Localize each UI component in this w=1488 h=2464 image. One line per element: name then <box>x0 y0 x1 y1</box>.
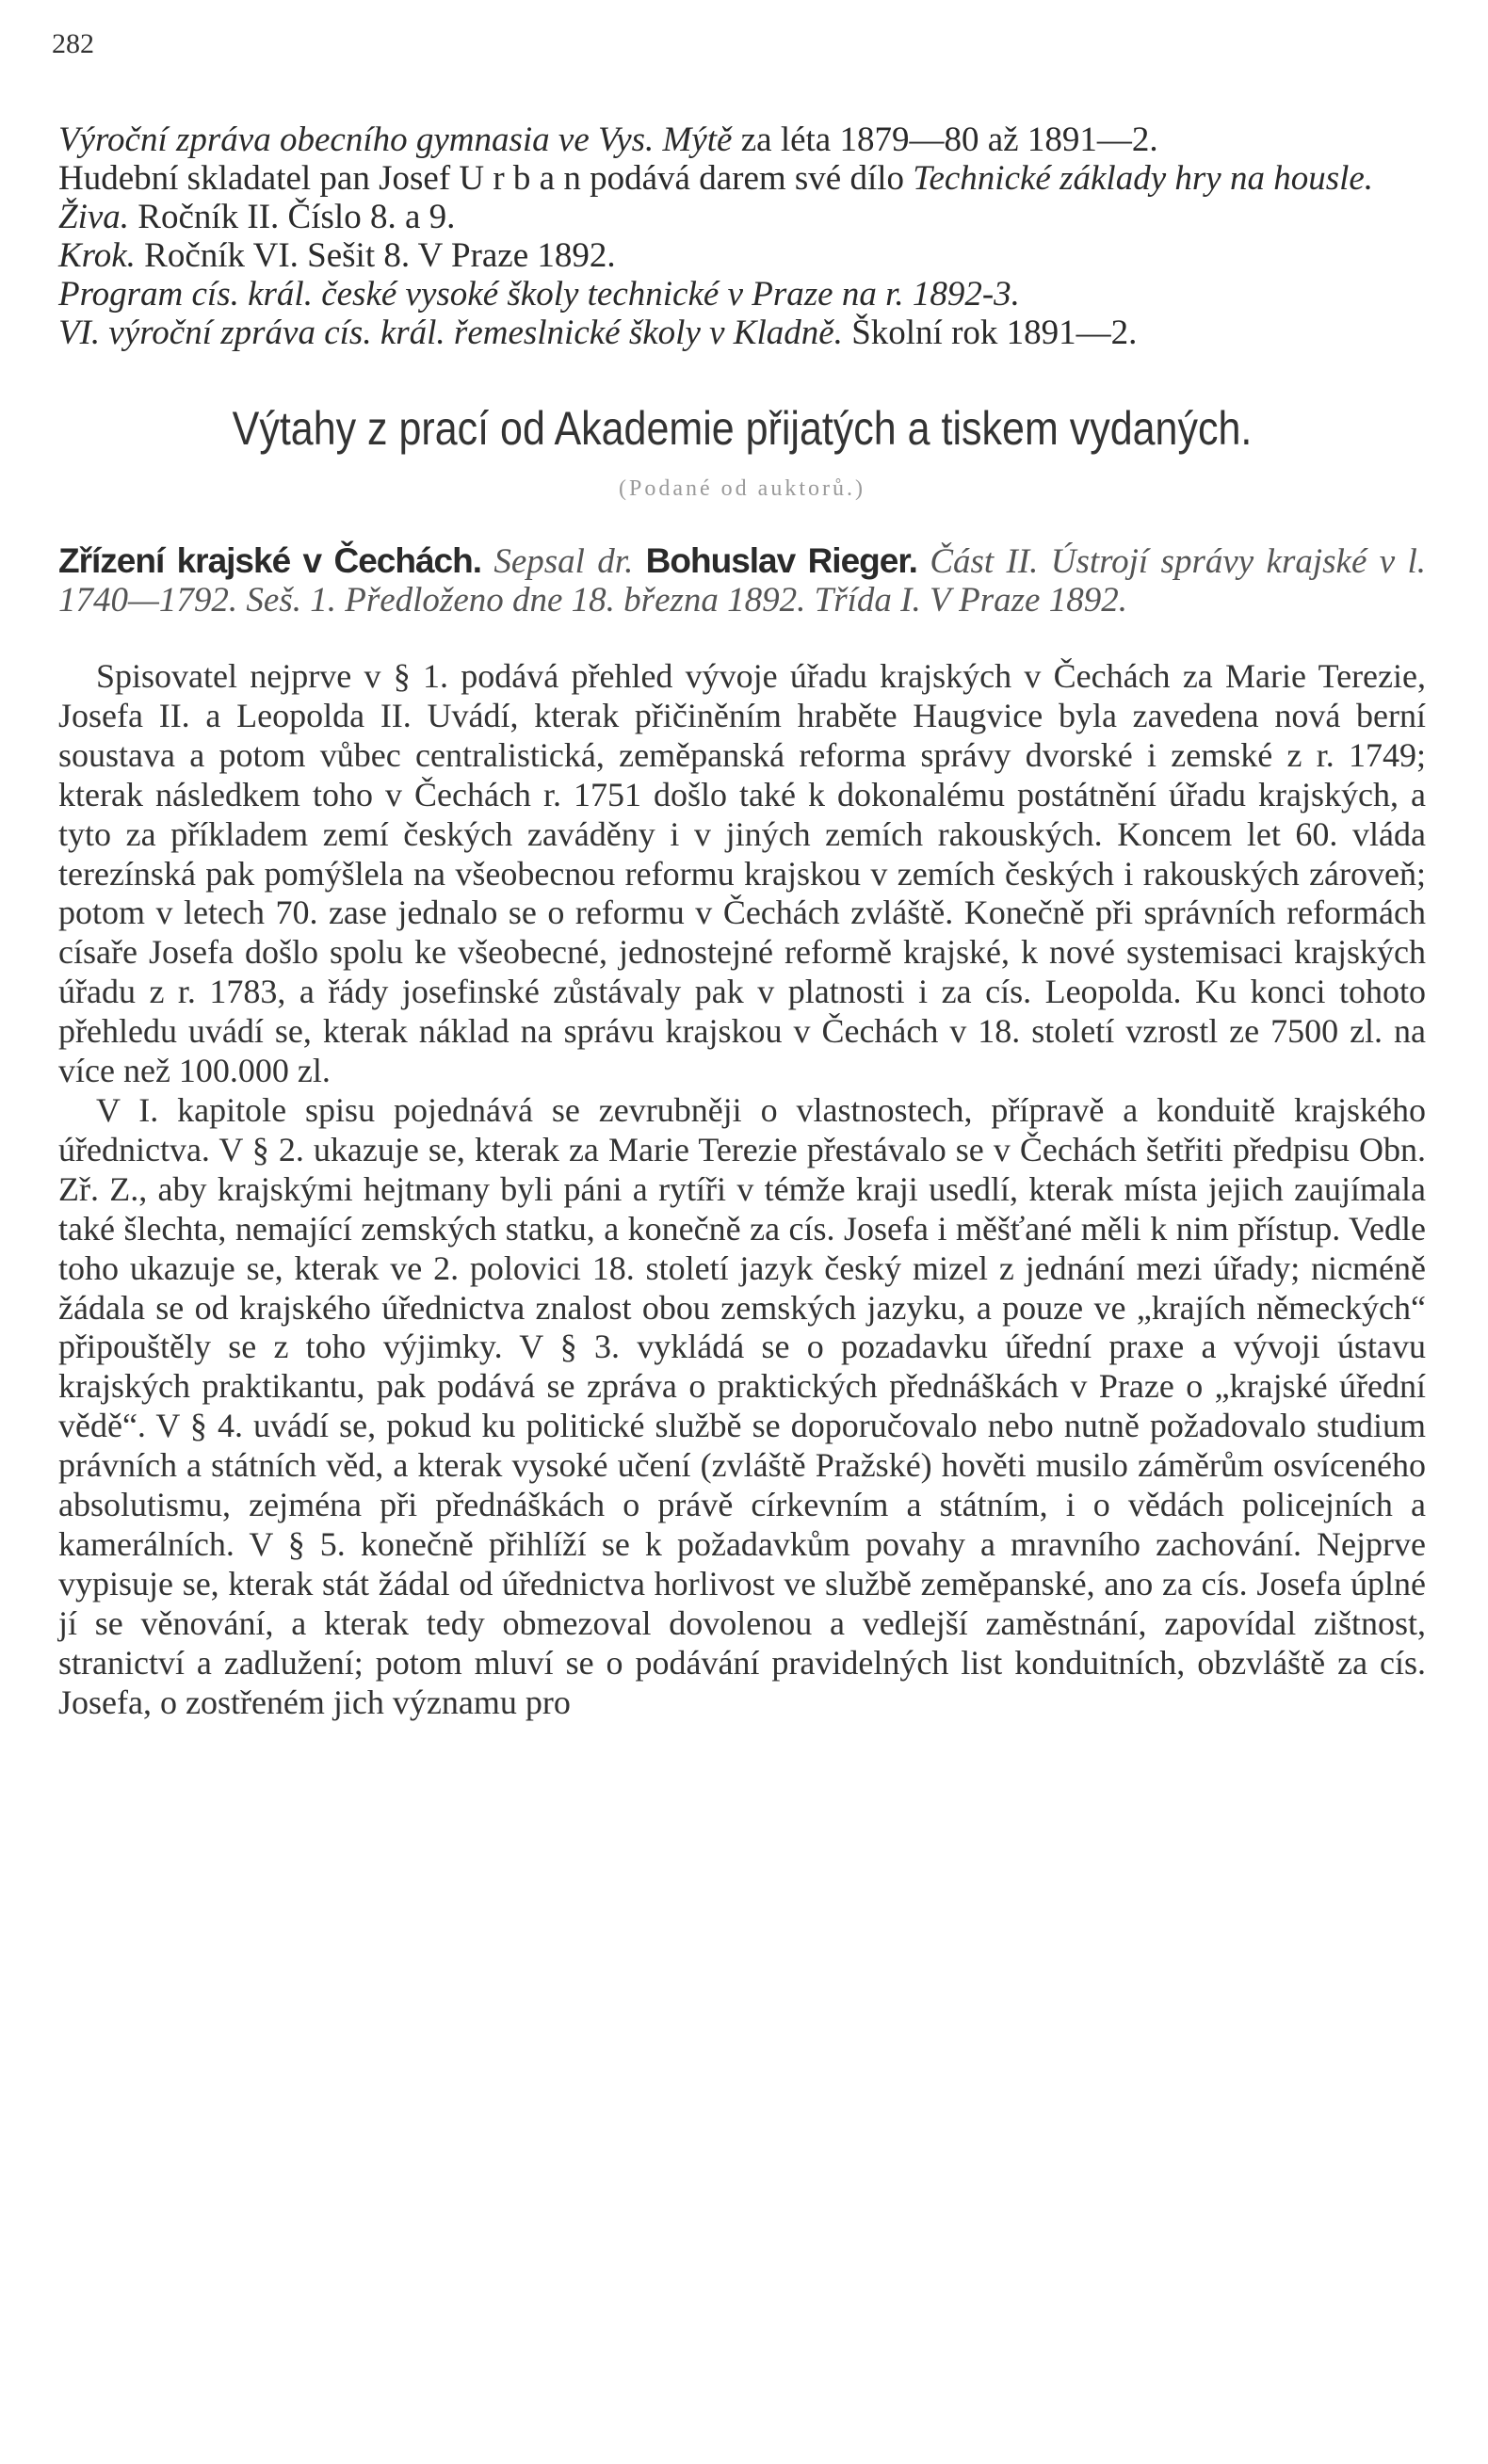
accession-entry <box>58 121 1426 159</box>
section-title: Výtahy z prací od Akademie přijatých a tiskem vydaných. <box>232 402 1253 455</box>
accession-segment: za léta 1879—80 až 1891—2. <box>732 121 1158 159</box>
accession-segment: VI. výroční zpráva cís. král. řemeslnické školy v Kladně. <box>58 314 843 352</box>
accession-segment: Výroční zpráva obecního gymnasia ve Vys. Mýtě <box>58 121 733 159</box>
accession-segment: Krok. <box>58 236 136 275</box>
entry-author: Bohuslav Rieger. <box>645 541 917 580</box>
entry-details: Část II. Ústrojí správy krajské v l. 1740—1792. Seš. 1. Předloženo dne 18. března 1892. Třída I. V Praze 1892. <box>58 542 1426 620</box>
entry-header <box>58 541 1426 620</box>
accession-entry <box>58 236 1426 275</box>
accession-entry <box>58 198 1426 236</box>
page-content <box>58 121 1426 1722</box>
accession-entry <box>58 314 1426 352</box>
accession-segment: Školní rok 1891—2. <box>842 314 1138 352</box>
entry-body <box>58 657 1426 1722</box>
accessions-list <box>58 121 1426 352</box>
accession-entry <box>58 275 1426 314</box>
accession-segment: Ročník II. Číslo 8. a 9. <box>129 198 456 236</box>
accession-entry <box>58 159 1426 198</box>
accession-segment: Hudební skladatel pan Josef U r b a n podává darem své dílo <box>58 159 914 198</box>
accession-segment: Technické základy hry na housle. <box>913 159 1374 198</box>
accession-segment: Živa. <box>58 198 130 236</box>
entry-by-label: Sepsal dr. <box>493 542 634 581</box>
accession-segment: Program cís. král. české vysoké školy technické v Praze na r. 1892-3. <box>58 275 1020 314</box>
section-note: (Podané od auktorů.) <box>619 476 865 501</box>
entry-title: Zřízení krajské v Čechách. <box>58 541 481 580</box>
accession-segment: Ročník VI. Sešit 8. V Praze 1892. <box>135 236 616 275</box>
page-number: 282 <box>52 28 94 59</box>
body-paragraph: V I. kapitole spisu pojednává se zevrubněji o vlastnostech, přípravě a konduitě krajského úřednictva. V § 2. ukazuje se, kterak za Marie Terezie přestávalo se v Čechách šetřiti předpisu Obn. Zř. Z., aby krajskými hejtmany byli páni a rytíři v témže kraji usedlí, kterak místa jejich zaujímala také šlechta, nemající zemských statku, a konečně za cís. Josefa i měšťané měli k nim přístup. Vedle toho ukazuje se, kterak ve 2. polovici 18. století jazyk český mizel z jednání mezi úřady; nicméně žádala se od krajského úřednictva znalost obou zemských jazyku, a pouze ve „krajích německých“ připouštěly se z toho výjimky. V § 3. vykládá se o pozadavku úřední praxe a vývoji ústavu krajských praktikantu, pak podává se zpráva o praktických přednáškách v Praze o „krajské úřední vědě“. V § 4. uvádí se, pokud ku politické službě se doporučovalo nebo nutně požadovalo studium právních a státních věd, a kterak vysoké učení (zvláště Pražské) hověti musilo záměrům osvíceného absolutismu, zejména při přednáškách o právě církevním a státním, i o vědách policejních a kamerálních. V § 5. konečně přihlíží se k požadavkům povahy a mravního zachování. Nejprve vypisuje se, kterak stát žádal od úřednictva horlivost ve službě zeměpanské, ano za cís. Josefa úplné jí se věnování, a kterak tedy obmezoval dovolenou a vedlejší zaměstnání, zapovídal zištnost, stranictví a zadlužení; potom mluví se o podávání pravidelných list konduitních, obzvláště za cís. Josefa, o zostřeném jich významu pro <box>58 1090 1426 1721</box>
body-paragraph: Spisovatel nejprve v § 1. podává přehled vývoje úřadu krajských v Čechách za Marie Terezie, Josefa II. a Leopolda II. Uvádí, kterak přičiněním hraběte Haugvice byla zavedena nová berní soustava a potom vůbec centralistická, zeměpanská reforma správy dvorské i zemské z r. 1749; kterak následkem toho v Čechách r. 1751 došlo také k dokonalému postátnění úřadu krajských, a tyto za příkladem zemí českých zaváděny i v jiných zemích rakouských. Koncem let 60. vláda terezínská pak pomýšlela na všeobecnou reformu krajskou v zemích českých i rakouských zároveň; potom v letech 70. zase jednalo se o reformu v Čechách zvláště. Konečně při správních reformách císaře Josefa došlo spolu ke všeobecné, jednostejné reformě krajské, k nové systemisaci krajských úřadu z r. 1783, a řády josefinské zůstávaly pak v platnosti i za cís. Leopolda. Ku konci tohoto přehledu uvádí se, kterak náklad na správu krajskou v Čechách v 18. století vzrostl ze 7500 zl. na více než 100.000 zl. <box>58 657 1426 1090</box>
